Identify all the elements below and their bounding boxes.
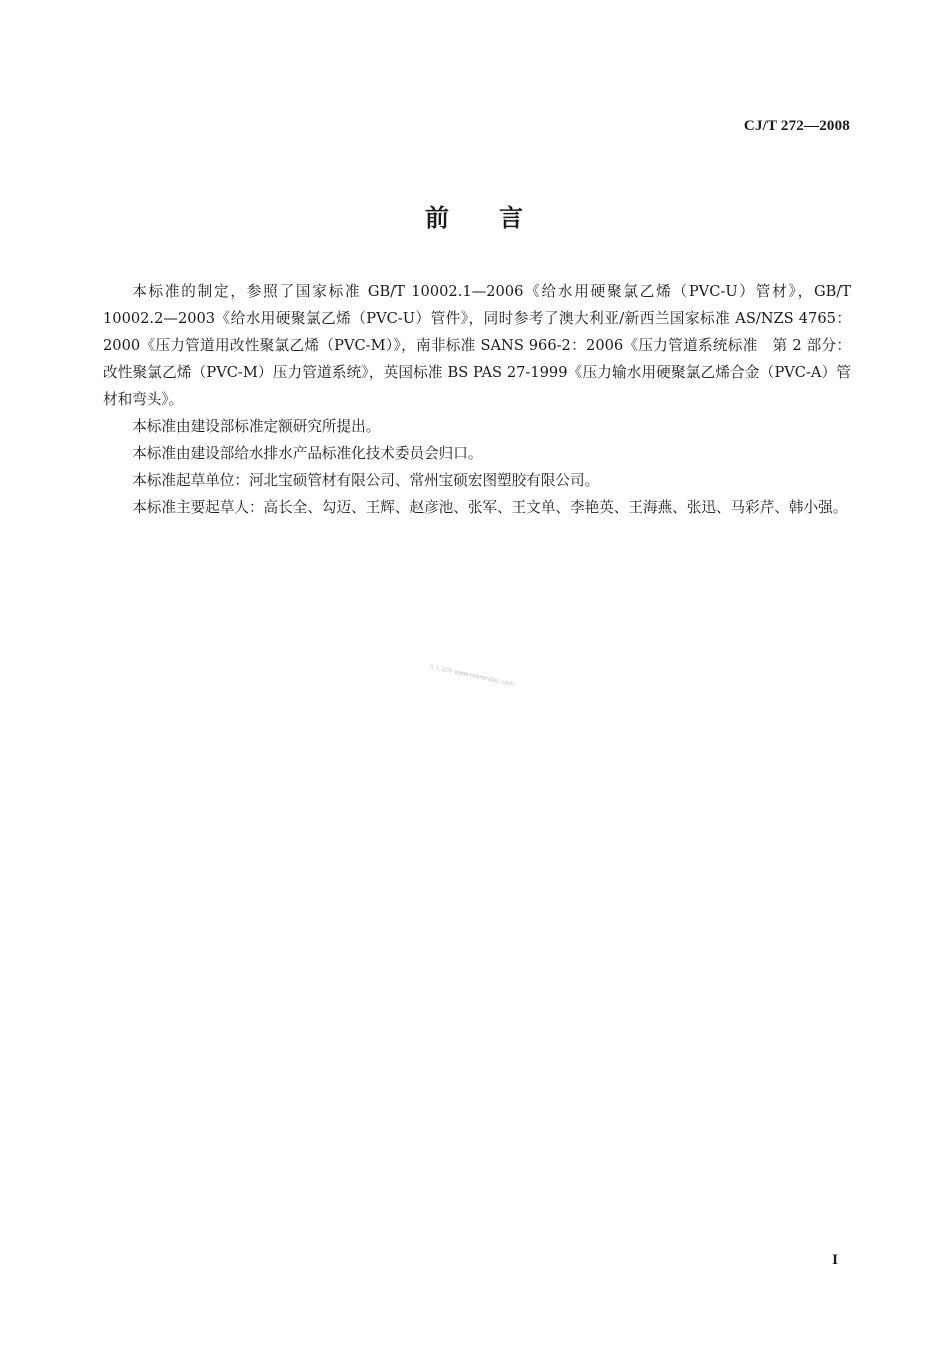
foreword-body xyxy=(103,278,851,521)
page-title xyxy=(0,198,950,233)
standard-code: CJ/T 272—2008 xyxy=(743,118,850,134)
paragraph-drafters: 本标准主要起草人：高长全、勾迈、王辉、赵彦池、张军、王文单、李艳英、王海燕、张迅、马彩芹、韩小强。 xyxy=(132,499,848,516)
paragraph-references: 本标准的制定，参照了国家标准 GB/T 10002.1—2006《给水用硬聚氯乙烯（PVC-U）管材》，GB/T 10002.2—2003《给水用硬聚氯乙烯（PVC-U）管件》，同时参考了澳大利亚/新西兰国家标准 AS/NZS 4765：2000《压力管道用改性聚氯乙烯（PVC-M）》，南非标准 SANS 966-2：2006《压力管道系统标准 第 2 部分：改性聚氯乙烯（PVC-M）压力管道系统》，英国标准 BS PAS 27-1999《压力输水用硬聚氯乙烯合金（PVC-A）管材和弯头》。 xyxy=(103,283,851,408)
page-number: I xyxy=(832,1252,838,1268)
paragraph-centralized-by: 本标准由建设部给水排水产品标准化技术委员会归口。 xyxy=(132,445,483,462)
paragraph-proposed-by: 本标准由建设部标准定额研究所提出。 xyxy=(132,418,381,435)
watermark: 人人文库 www.renrendoc.com xyxy=(428,662,515,688)
title-char-2: 言 xyxy=(499,203,525,232)
paragraph-drafting-units: 本标准起草单位：河北宝硕管材有限公司、常州宝硕宏图塑胶有限公司。 xyxy=(132,472,600,489)
title-char-1: 前 xyxy=(425,203,451,232)
